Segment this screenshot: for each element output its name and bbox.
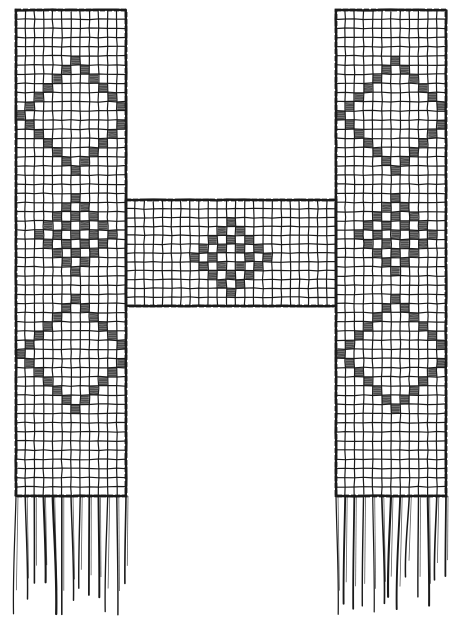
- right-column-horizontal-thread: [336, 129, 446, 130]
- right-fringe-strand: [362, 496, 363, 606]
- left-column-horizontal-thread: [16, 276, 126, 277]
- left-column-horizontal-thread: [16, 367, 126, 368]
- right-column-horizontal-thread: [336, 459, 446, 460]
- crossbar-horizontal-thread: [126, 208, 336, 209]
- left-fringe-strand: [16, 496, 18, 590]
- left-column-horizontal-thread: [16, 358, 126, 359]
- left-column-horizontal-thread: [16, 413, 126, 414]
- crossbar-vertical-thread: [162, 200, 163, 306]
- right-column-horizontal-thread: [336, 386, 446, 387]
- right-fringe-strand: [375, 496, 376, 589]
- right-column-horizontal-thread: [336, 276, 446, 277]
- right-column-horizontal-thread: [336, 266, 446, 267]
- left-column-horizontal-thread: [16, 312, 126, 313]
- left-fringe-strand: [13, 496, 16, 614]
- left-column-horizontal-thread: [16, 147, 126, 148]
- right-column-horizontal-thread: [336, 74, 446, 75]
- left-column-horizontal-thread: [16, 202, 126, 203]
- right-column-horizontal-thread: [336, 65, 446, 66]
- left-column-horizontal-thread: [16, 28, 126, 29]
- left-fringe-strand: [119, 496, 120, 591]
- left-column-horizontal-thread: [16, 386, 126, 387]
- right-column-horizontal-thread: [336, 422, 446, 423]
- crossbar-horizontal-thread: [126, 244, 337, 245]
- right-column-filled-stitch: [428, 130, 436, 138]
- right-column-horizontal-thread: [336, 156, 446, 157]
- right-column-horizontal-thread: [336, 303, 446, 304]
- crossbar-horizontal-thread: [126, 217, 336, 218]
- crossbar-horizontal-thread: [126, 261, 336, 262]
- right-column-horizontal-thread: [336, 404, 447, 405]
- right-column-horizontal-thread: [336, 468, 446, 469]
- right-fringe-strand: [437, 496, 438, 563]
- left-column-horizontal-thread: [16, 486, 126, 487]
- left-column-horizontal-thread: [16, 294, 125, 295]
- crossbar-horizontal-thread: [126, 253, 336, 254]
- right-column: [336, 10, 447, 497]
- left-fringe: [13, 496, 128, 615]
- left-column-horizontal-thread: [16, 404, 127, 405]
- right-fringe-strand: [388, 496, 391, 597]
- right-fringe-strand: [373, 496, 375, 612]
- left-column-horizontal-thread: [16, 65, 126, 66]
- crossbar: [126, 200, 337, 307]
- left-column-horizontal-thread: [16, 175, 126, 176]
- left-column-horizontal-thread: [16, 303, 125, 304]
- right-column-vertical-thread: [345, 10, 346, 497]
- right-column-horizontal-thread: [336, 331, 446, 332]
- right-column-horizontal-thread: [336, 248, 446, 249]
- right-column-horizontal-thread: [336, 175, 446, 176]
- right-column-horizontal-thread: [336, 367, 446, 368]
- right-column-horizontal-thread: [336, 110, 446, 111]
- right-column-horizontal-thread: [336, 19, 446, 20]
- left-column-filled-stitch: [62, 221, 70, 229]
- left-fringe-strand: [79, 496, 80, 588]
- left-column-horizontal-thread: [16, 138, 126, 139]
- right-fringe-strand: [346, 496, 347, 582]
- right-fringe-strand: [397, 496, 401, 609]
- left-column-horizontal-thread: [16, 19, 126, 20]
- crossbar-horizontal-thread: [126, 279, 336, 280]
- right-column-horizontal-thread: [336, 230, 447, 231]
- crossbar-horizontal-thread: [126, 226, 336, 227]
- left-fringe-strand: [81, 496, 82, 570]
- left-fringe-strand: [101, 496, 102, 577]
- right-column-horizontal-thread: [336, 202, 446, 203]
- right-column-horizontal-thread: [336, 46, 446, 47]
- left-column-horizontal-thread: [16, 129, 126, 130]
- left-column-horizontal-thread: [16, 74, 126, 75]
- right-fringe-strand: [344, 496, 346, 604]
- left-column-horizontal-thread: [16, 211, 126, 212]
- left-fringe-strand: [108, 496, 110, 589]
- left-fringe-strand: [125, 496, 126, 583]
- left-column-horizontal-thread: [16, 230, 127, 231]
- left-column-horizontal-thread: [16, 193, 127, 194]
- left-column-horizontal-thread: [16, 376, 126, 377]
- right-column-horizontal-thread: [336, 101, 446, 102]
- left-column-horizontal-thread: [16, 257, 127, 258]
- left-column-horizontal-thread: [16, 101, 126, 102]
- crossbar-horizontal-thread: [126, 235, 336, 236]
- left-column-filled-stitch: [53, 231, 61, 239]
- left-column: [16, 10, 127, 497]
- left-column-horizontal-thread: [16, 92, 127, 93]
- right-column-horizontal-thread: [336, 321, 446, 322]
- right-fringe-strand: [365, 496, 366, 584]
- crossbar-horizontal-thread: [126, 297, 336, 298]
- left-column-horizontal-thread: [16, 468, 126, 469]
- left-column-horizontal-thread: [16, 422, 126, 423]
- left-column-horizontal-thread: [16, 441, 126, 442]
- left-column-horizontal-thread: [16, 248, 126, 249]
- right-column-horizontal-thread: [336, 257, 446, 258]
- left-column-filled-stitch: [90, 212, 98, 220]
- left-fringe-strand: [127, 496, 128, 566]
- left-fringe-strand: [105, 496, 108, 612]
- right-fringe-strand: [356, 496, 357, 586]
- left-fringe-strand: [99, 496, 100, 597]
- left-column-horizontal-thread: [16, 349, 126, 350]
- right-column-horizontal-thread: [336, 120, 446, 121]
- right-column-horizontal-thread: [336, 312, 446, 313]
- left-column-horizontal-thread: [16, 46, 127, 47]
- right-fringe-strand: [405, 496, 409, 577]
- crossbar-horizontal-thread: [126, 288, 336, 289]
- right-fringe-strand: [428, 496, 429, 606]
- right-column-horizontal-thread: [336, 413, 446, 414]
- right-column-horizontal-thread: [336, 432, 446, 433]
- left-column-horizontal-thread: [16, 459, 127, 460]
- right-fringe-strand: [418, 496, 419, 597]
- left-fringe-strand: [117, 496, 118, 615]
- left-column-horizontal-thread: [16, 111, 126, 112]
- right-fringe-strand: [445, 496, 446, 576]
- right-column-horizontal-thread: [336, 486, 446, 487]
- right-column-horizontal-thread: [336, 193, 446, 194]
- right-column-horizontal-thread: [336, 184, 446, 185]
- right-column-horizontal-thread: [336, 349, 447, 350]
- left-column-horizontal-thread: [16, 55, 126, 56]
- left-column-horizontal-thread: [16, 431, 126, 432]
- right-fringe-strand: [353, 496, 354, 609]
- right-column-horizontal-thread: [336, 358, 446, 359]
- left-column-horizontal-thread: [16, 83, 127, 84]
- left-column-filled-stitch: [44, 322, 52, 330]
- left-column-horizontal-thread: [16, 266, 126, 267]
- right-column-horizontal-thread: [336, 28, 445, 29]
- right-column-horizontal-thread: [336, 37, 446, 38]
- right-column-horizontal-thread: [336, 83, 446, 84]
- right-fringe: [336, 496, 448, 614]
- left-column-horizontal-thread: [16, 340, 126, 341]
- right-column-horizontal-thread: [336, 285, 446, 286]
- crossbar-horizontal-thread: [126, 270, 336, 271]
- right-fringe-strand: [434, 496, 436, 580]
- left-column-horizontal-thread: [16, 37, 126, 38]
- right-column-horizontal-thread: [336, 450, 446, 451]
- left-column-filled-stitch: [81, 240, 89, 248]
- right-column-horizontal-thread: [336, 294, 447, 295]
- left-column-horizontal-thread: [16, 395, 126, 396]
- left-column-horizontal-thread: [16, 285, 127, 286]
- right-column-horizontal-thread: [336, 441, 446, 442]
